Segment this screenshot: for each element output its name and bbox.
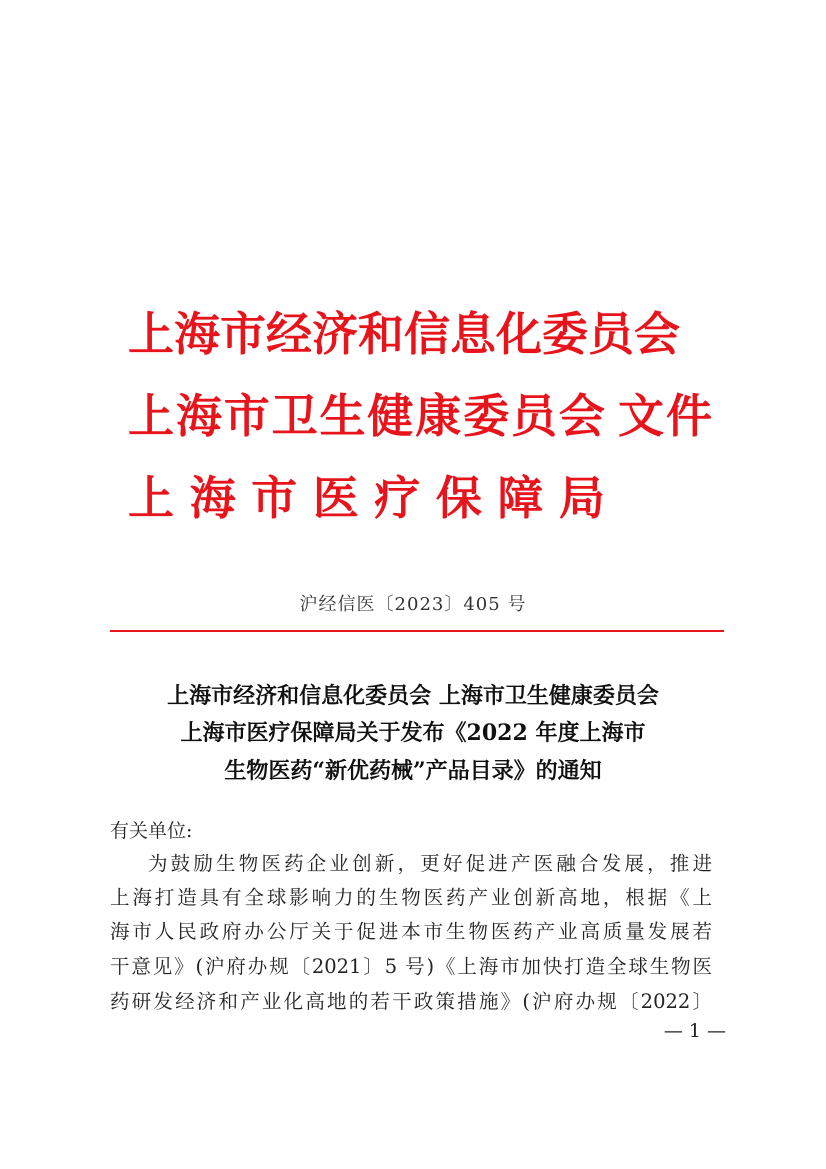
body-line: 为鼓励生物医药企业创新，更好促进产医融合发展，推进 <box>148 852 712 875</box>
issuer-name-char: 和 <box>358 307 404 361</box>
issuer-name-char: 信 <box>404 307 450 361</box>
issuer-name-char: 障 <box>497 471 544 525</box>
issuer-name-char: 上 <box>128 307 174 361</box>
issuer-name-medical-security-bureau <box>128 470 605 526</box>
document-title-line: 生物医药“新优药械”产品目录》的通知 <box>224 758 602 784</box>
issuer-name-char: 海 <box>174 307 220 361</box>
body-line: 干意见》(沪府办规〔2021〕5 号)《上海市加快打造全球生物医 <box>110 955 712 978</box>
issuer-name-char: 海 <box>189 471 236 525</box>
issuer-name-char: 疗 <box>374 471 421 525</box>
issuer-name-char: 济 <box>312 307 358 361</box>
document-number: 沪经信医〔2023〕405 号 <box>299 594 527 615</box>
issuer-name-char: 员 <box>588 307 634 361</box>
salutation: 有关单位: <box>110 820 193 842</box>
issuer-name-char: 委 <box>542 307 588 361</box>
document-suffix: 文件 <box>618 389 714 443</box>
issuer-name-char: 化 <box>496 307 542 361</box>
issuer-name-char: 会 <box>634 307 680 361</box>
issuer-name-char: 经 <box>266 307 312 361</box>
issuer-name-char: 会 <box>558 389 605 443</box>
issuer-name-char: 员 <box>511 389 557 443</box>
document-title-line: 上海市医疗保障局关于发布《2022 年度上海市 <box>180 720 646 746</box>
issuer-name-char: 市 <box>251 471 298 525</box>
issuer-name-char: 上 <box>128 389 174 443</box>
issuer-name-char: 海 <box>175 389 222 443</box>
red-divider <box>110 630 724 632</box>
issuer-name-char: 局 <box>558 471 605 525</box>
issuer-name-char: 康 <box>415 389 462 443</box>
issuer-name-char: 医 <box>312 471 359 525</box>
issuer-name-char: 委 <box>463 389 510 443</box>
body-line: 药研发经济和产业化高地的若干政策措施》(沪府办规〔2022〕 <box>110 990 712 1013</box>
page-number: — 1 — <box>663 1020 726 1042</box>
issuer-name-char: 卫 <box>271 389 318 443</box>
issuer-name-char: 生 <box>319 389 366 443</box>
issuer-name-char: 息 <box>450 307 496 361</box>
issuer-name-char: 健 <box>367 389 414 443</box>
document-title-line: 上海市经济和信息化委员会 上海市卫生健康委员会 <box>167 683 659 709</box>
issuer-name-char: 市 <box>220 307 266 361</box>
issuer-name-char: 市 <box>223 389 270 443</box>
issuer-name-char: 保 <box>435 471 482 525</box>
issuer-name-economy-commission <box>128 306 680 362</box>
body-line: 上海打造具有全球影响力的生物医药产业创新高地，根据《上 <box>110 886 712 909</box>
body-line: 海市人民政府办公厅关于促进本市生物医药产业高质量发展若 <box>110 920 712 943</box>
issuer-name-char: 上 <box>128 471 174 525</box>
issuer-name-health-commission <box>128 388 605 444</box>
